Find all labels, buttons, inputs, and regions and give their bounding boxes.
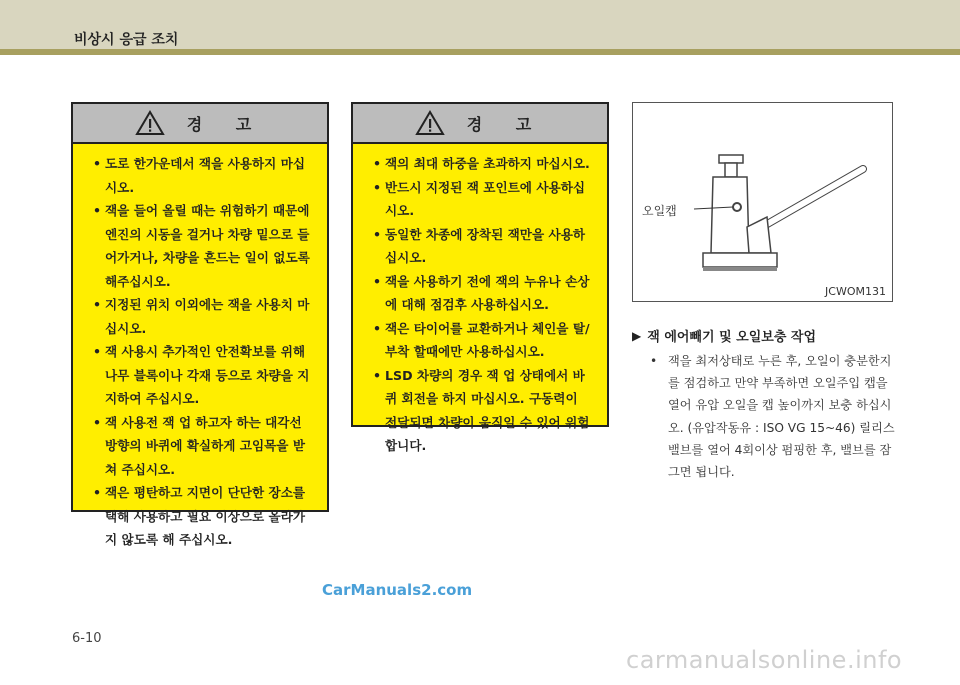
procedure-body	[650, 350, 900, 483]
procedure-title-text: 잭 에어빼기 및 오일보충 작업	[647, 330, 817, 345]
warning-title: 경 고	[186, 114, 266, 134]
procedure-text: 잭을 최저상태로 누른 후, 오일이 충분한지를 점검하고 만약 부족하면 오일주입 캡을 열어 유압 오일을 캡 높이까지 보충 하십시오. (유압작동유 : ISO VG 15~46) 릴리스 밸브를 열어 4회이상 펌핑한 후, 밸브를 잠그면 됩니다.	[668, 354, 895, 480]
warning-box-left	[71, 102, 329, 547]
warning-item: • 잭 사용시 추가적인 안전확보를 위해 나무 블록이나 각재 등으로 차량을 지지하여 주십시오.	[93, 340, 313, 411]
procedure-title	[632, 326, 816, 345]
warning-box-middle	[351, 102, 609, 453]
warning-item: • 잭 사용전 잭 업 하고자 하는 대각선 방향의 바퀴에 확실하게 고임목을 받쳐 주십시오.	[93, 411, 313, 482]
footer-watermark: carmanualsonline.info	[626, 646, 903, 674]
warning-item: • 반드시 지정된 잭 포인트에 사용하십시오.	[373, 176, 593, 223]
bullet: •	[650, 354, 658, 368]
jack-figure	[632, 102, 893, 302]
header-stripe	[0, 49, 960, 55]
warning-list	[353, 144, 607, 458]
arrow-icon: ▶	[632, 328, 642, 343]
warning-header	[73, 104, 327, 144]
oil-cap-label: 오일캡	[642, 204, 677, 218]
warning-item: • 도로 한가운데서 잭을 사용하지 마십시오.	[93, 152, 313, 199]
warning-title: 경 고	[466, 114, 546, 134]
warning-item: • 잭은 평탄하고 지면이 단단한 장소를 택해 사용하고 필요 이상으로 올라가지 않도록 해 주십시오.	[93, 481, 313, 552]
warning-triangle-icon	[415, 110, 445, 136]
warning-item: • 잭의 최대 하중을 초과하지 마십시오.	[373, 152, 593, 176]
warning-item: • 잭을 들어 올릴 때는 위험하기 때문에 엔진의 시동을 걸거나 차량 밑으로 들어가거나, 차량을 흔드는 일이 없도록 해주십시오.	[93, 199, 313, 293]
figure-code: JCWOM131	[825, 285, 886, 298]
warning-item: • 잭은 타이어를 교환하거나 체인을 탈/부착 할때에만 사용하십시오.	[373, 317, 593, 364]
warning-item: • 잭을 사용하기 전에 잭의 누유나 손상에 대해 점검후 사용하십시오.	[373, 270, 593, 317]
warning-item: • 지정된 위치 이외에는 잭을 사용치 마십시오.	[93, 293, 313, 340]
warning-item: • LSD 차량의 경우 잭 업 상태에서 바퀴 회전을 하지 마십시오. 구동력이 전달되면 차량이 움직일 수 있어 위험합니다.	[373, 364, 593, 458]
warning-header	[353, 104, 607, 144]
watermark-link[interactable]: CarManuals2.com	[322, 581, 473, 599]
page-number: 6-10	[72, 631, 102, 646]
warning-triangle-icon	[135, 110, 165, 136]
section-title: 비상시 응급 조치	[74, 32, 179, 48]
warning-item: • 동일한 차종에 장착된 잭만을 사용하십시오.	[373, 223, 593, 270]
warning-list	[73, 144, 327, 552]
